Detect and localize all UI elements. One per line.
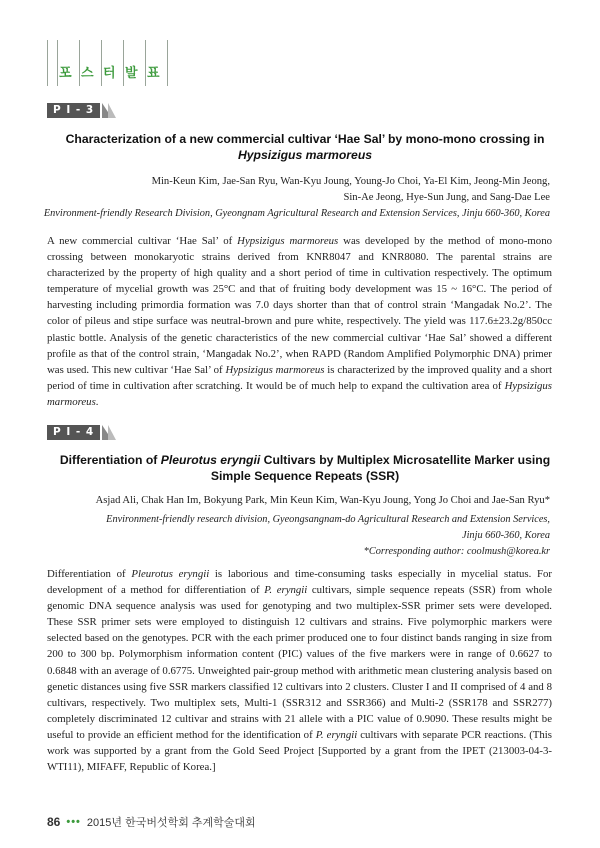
paper-tag-pi3: P I - 3 bbox=[47, 103, 116, 118]
section-title: 포 스 터 발 표 bbox=[59, 66, 160, 81]
page-number: 86 bbox=[47, 815, 61, 829]
paper1-authors: Min-Keun Kim, Jae-San Ryu, Wan-Kyu Joung, Young-Jo Choi, Ya-El Kim, Jeong-Min Jeong, Sin-Ae Jeong, Hye-Sun Jung, and Sang-Dae Lee bbox=[151, 176, 550, 203]
conference-name: 2015년 한국버섯학회 추계학술대회 bbox=[86, 817, 256, 829]
paper1-abstract: A new commercial cultivar ‘Hae Sal’ of Hypsizigus marmoreus was developed by the method of mono-mono crossing between monokaryotic strains derived from KNR8047 and KNR8080. The parental strains are characterized by the property of high quality and a short period of time in cultivation respectively. The optimum temperature of mycelial growth was 25°C and that of fruiting body development was 15 ~ 16°C. The period of harvesting including primordia formation was 7.0 days shorter than that of control strain ‘Mangadak No.2’. The color of pileus and stipe surface was neutral-brown and pure white, respectively. The yield was 117.6±23.2g/850cc plastic bottle. Analysis of the genetic characteristics of the new commercial cultivar ‘Hae Sal’ showed a different profile as that of the control strain, ‘Mangadak No.2’, when RAPD (Random Amplified Polymorphic DNA) primer was used. This new cultivar ‘Hae Sal’ of Hypsizigus marmoreus is characterized by the improved quality and a short period of time in cultivation after scratching. It would be of much help to expand the cultivation area of Hypsizigus marmoreus. bbox=[47, 235, 553, 408]
footer-dots: ••• bbox=[66, 816, 81, 828]
paper2-title: Differentiation of Pleurotus eryngii Cultivars by Multiplex Microsatellite Marker using Simple Sequence Repeats (SSR) bbox=[59, 453, 551, 483]
paper2-affiliation: Environment-friendly research division, Gyeongsangnam-do Agricultural Research and Extension Services, Jinju 660-360, Korea *Corresponding author: coolmush@korea.kr bbox=[106, 512, 550, 560]
paper2-abstract: Differentiation of Pleurotus eryngii is laborious and time-consuming tasks especially in mycelial status. For development of a method for differentiation of P. eryngii cultivars, simple sequence repeats (SSR) from whole genomic DNA sequence analysis was used for genotyping and two multiplex-SSR primer sets were developed. These SSR primer sets were employed to distinguish 12 cultivars and strains. Five polymorphic markers were selected based on the genotypes. PCR with the each primer produced one to four distinct bands ranging in size from 200 to 300 bp. Polymorphism information content (PIC) values of the five markers were in range of 0.6627 to 0.6848 with an average of 0.6775. Unweighted pair-group method with arithmetic mean clustering analysis based on genetic distances using five SSR markers classified 12 cultivars into 2 clusters. Cluster I and II comprised of 4 and 8 cultivars, respectively. Two multiplex sets, Multi-1 (SSR312 and SSR366) and Multi-2 (SSR178 and SSR277) completely discriminated 12 cultivar and strains with 21 allele with a PIC value of 0.9090. These results might be useful to provide an efficient method for the identification of P. eryngii cultivars with separate PCR reactions. (This work was supported by a grant from the Gold Seed Project [Supported by a grant from the IPET (213003-04-3-WTI11), MIFAFF, Republic of Korea.] bbox=[47, 568, 552, 774]
paper1-affiliation: Environment-friendly Research Division, Gyeongnam Agricultural Research and Extension Services, Jinju 660-360, Korea bbox=[43, 208, 550, 219]
paper2-authors: Asjad Ali, Chak Han Im, Bokyung Park, Min Keun Kim, Wan-Kyu Joung, Yong Jo Choi and Jae-San Ryu* bbox=[95, 495, 550, 506]
page-footer bbox=[47, 814, 256, 830]
paper-tag-pi4: P I - 4 bbox=[47, 425, 116, 440]
corresponding-author: *Corresponding author: coolmush@korea.kr bbox=[363, 546, 550, 557]
paper1-title: Characterization of a new commercial cultivar ‘Hae Sal’ by mono-mono crossing in Hypsizigus marmoreus bbox=[65, 132, 545, 162]
